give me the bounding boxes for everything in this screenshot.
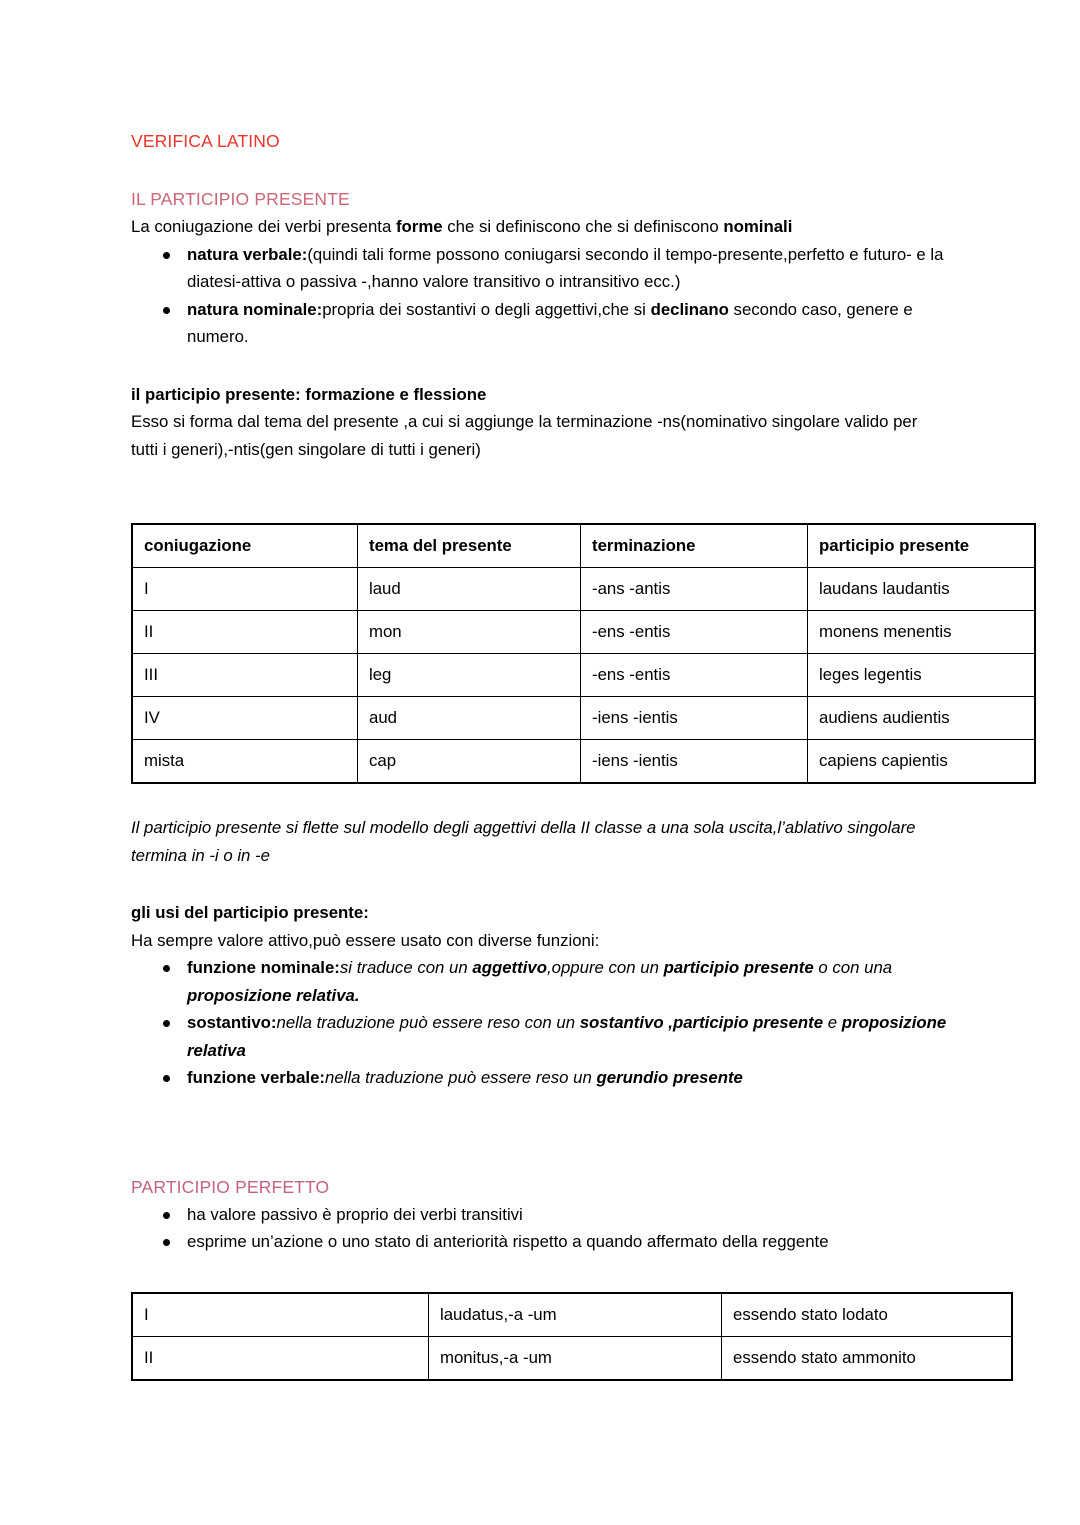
bullet-dot-icon	[163, 1239, 170, 1246]
cell-traduzione: essendo stato lodato	[722, 1293, 1013, 1337]
bullet-text-natura-nominale-a: propria dei sostantivi o degli aggettivi,che si	[322, 299, 651, 319]
usi-label-funzione-verbale: funzione verbale:	[187, 1068, 326, 1087]
list-item	[131, 241, 949, 296]
intro-bold-nominali: nominali	[723, 217, 793, 236]
column-header-tema: tema del presente	[358, 524, 581, 568]
cell-coniugazione: mista	[132, 740, 358, 784]
spacer	[131, 784, 949, 814]
cell-participio: leges legentis	[808, 654, 1036, 697]
intro-bold-forme: forme	[395, 217, 443, 236]
cell-terminazione: -iens -ientis	[581, 740, 808, 784]
bullet-label-natura-nominale: natura nominale:	[187, 299, 323, 319]
cell-terminazione: -ens -entis	[581, 654, 808, 697]
bullet-dot-icon	[163, 307, 170, 314]
list-item	[131, 296, 949, 351]
table-row	[132, 1336, 1012, 1380]
usi-bold-sostantivo-participio: sostantivo ,participio presente	[579, 1013, 824, 1032]
usi-text-seg1: si traduce con un	[339, 958, 473, 977]
list-item	[131, 1228, 949, 1256]
bullet-dot-icon	[163, 1212, 170, 1219]
usi-text-seg1: nella traduzione può essere reso un	[325, 1068, 597, 1087]
cell-terminazione: -iens -ientis	[581, 697, 808, 740]
bullet-text-natura-verbale: (quindi tali forme possono coniugarsi secondo il tempo-presente,perfetto e futuro- e la diatesi-attiva o passiva -,hanno valore transitivo o intransitivo ecc.)	[187, 244, 944, 291]
cell-tema: aud	[358, 697, 581, 740]
cell-tema: cap	[358, 740, 581, 784]
cell-coniugazione: IV	[132, 697, 358, 740]
cell-participio: monens menentis	[808, 611, 1036, 654]
spacer	[131, 463, 949, 523]
usi-label-sostantivo: sostantivo:	[187, 1013, 277, 1032]
spacer	[131, 869, 949, 899]
usi-bold-proposizione-relativa: proposizione relativa.	[187, 985, 360, 1005]
section-heading-participio-perfetto: PARTICIPIO PERFETTO	[131, 1176, 330, 1197]
intro-text-part2: che si definiscono che si definiscono	[442, 217, 724, 236]
bullet-dot-icon	[163, 1075, 170, 1082]
subheading-formazione-flessione: il participio presente: formazione e flessione	[131, 384, 487, 404]
column-header-terminazione: terminazione	[581, 524, 808, 568]
intro-paragraph	[131, 213, 949, 241]
natura-bullet-list	[131, 241, 949, 351]
cell-participio: capiens capientis	[808, 740, 1036, 784]
table-row	[132, 740, 1035, 784]
bullet-text-natura-nominale-c: secondo caso, genere e numero.	[187, 299, 913, 346]
cell-coniugazione: I	[132, 568, 358, 611]
formazione-paragraph: Esso si forma dal tema del presente ,a cui si aggiunge la terminazione -ns(nominativo singolare valido per tutti i generi),-ntis(gen singolare di tutti i generi)	[131, 412, 918, 459]
bullet-bold-declinano: declinano	[650, 299, 729, 319]
intro-text-part1: La coniugazione dei verbi presenta	[131, 217, 396, 236]
usi-label-funzione-nominale: funzione nominale:	[187, 958, 340, 977]
spacer	[131, 1152, 949, 1174]
cell-tema: mon	[358, 611, 581, 654]
usi-bold-gerundio-presente: gerundio presente	[596, 1068, 743, 1087]
cell-terminazione: -ans -antis	[581, 568, 808, 611]
list-item	[131, 1009, 949, 1064]
list-item	[131, 1064, 949, 1092]
table-header-row	[132, 524, 1035, 568]
bullet-dot-icon	[163, 965, 170, 972]
table-row	[132, 568, 1035, 611]
usi-text-seg1: nella traduzione può essere reso con un	[276, 1013, 580, 1032]
usi-text-seg5: o con una	[813, 958, 893, 977]
list-item	[131, 954, 949, 1009]
bullet-dot-icon	[163, 252, 170, 259]
cell-traduzione: essendo stato ammonito	[722, 1336, 1013, 1380]
section-heading-participio-presente: IL PARTICIPIO PRESENTE	[131, 189, 350, 209]
usi-text-seg3: e	[823, 1013, 842, 1032]
table-row	[132, 611, 1035, 654]
column-header-coniugazione: coniugazione	[132, 524, 358, 568]
list-item	[131, 1201, 949, 1229]
cell-forma: monitus,-a -um	[429, 1336, 722, 1380]
table-participio-perfetto	[131, 1292, 1013, 1381]
usi-intro-paragraph: Ha sempre valore attivo,può essere usato con diverse funzioni:	[131, 930, 600, 950]
spacer	[131, 1092, 949, 1152]
cell-terminazione: -ens -entis	[581, 611, 808, 654]
perfetto-bullet-text-2: esprime un’azione o uno stato di anteriorità rispetto a quando affermato della reggente	[187, 1232, 829, 1251]
bullet-label-natura-verbale: natura verbale:	[187, 244, 308, 264]
cell-coniugazione: I	[132, 1293, 429, 1337]
table-row	[132, 654, 1035, 697]
cell-participio: audiens audientis	[808, 697, 1036, 740]
note-flessione: Il participio presente si flette sul modello degli aggettivi della II classe a una sola uscita,l’ablativo singolare termina in -i o in -e	[131, 818, 916, 865]
spacer	[131, 1256, 949, 1292]
column-header-participio: participio presente	[808, 524, 1036, 568]
cell-coniugazione: II	[132, 611, 358, 654]
bullet-dot-icon	[163, 1020, 170, 1027]
cell-tema: leg	[358, 654, 581, 697]
cell-coniugazione: II	[132, 1336, 429, 1380]
usi-bullet-list	[131, 954, 949, 1092]
cell-forma: laudatus,-a -um	[429, 1293, 722, 1337]
table-row	[132, 1293, 1012, 1337]
perfetto-bullet-list	[131, 1201, 949, 1256]
table-participio-presente	[131, 523, 1036, 784]
usi-bold-aggettivo: aggettivo	[472, 958, 547, 977]
table-row	[132, 697, 1035, 740]
cell-coniugazione: III	[132, 654, 358, 697]
spacer	[131, 351, 949, 381]
usi-bold-proposizione-relativa: proposizione relativa	[187, 1013, 947, 1060]
subheading-usi: gli usi del participio presente:	[131, 903, 369, 922]
usi-bold-participio-presente: participio presente	[663, 958, 814, 977]
perfetto-bullet-text-1: ha valore passivo è proprio dei verbi transitivi	[187, 1204, 523, 1224]
cell-participio: laudans laudantis	[808, 568, 1036, 611]
page-title: VERIFICA LATINO	[131, 131, 280, 151]
cell-tema: laud	[358, 568, 581, 611]
usi-text-seg3: ,oppure con un	[546, 958, 664, 977]
